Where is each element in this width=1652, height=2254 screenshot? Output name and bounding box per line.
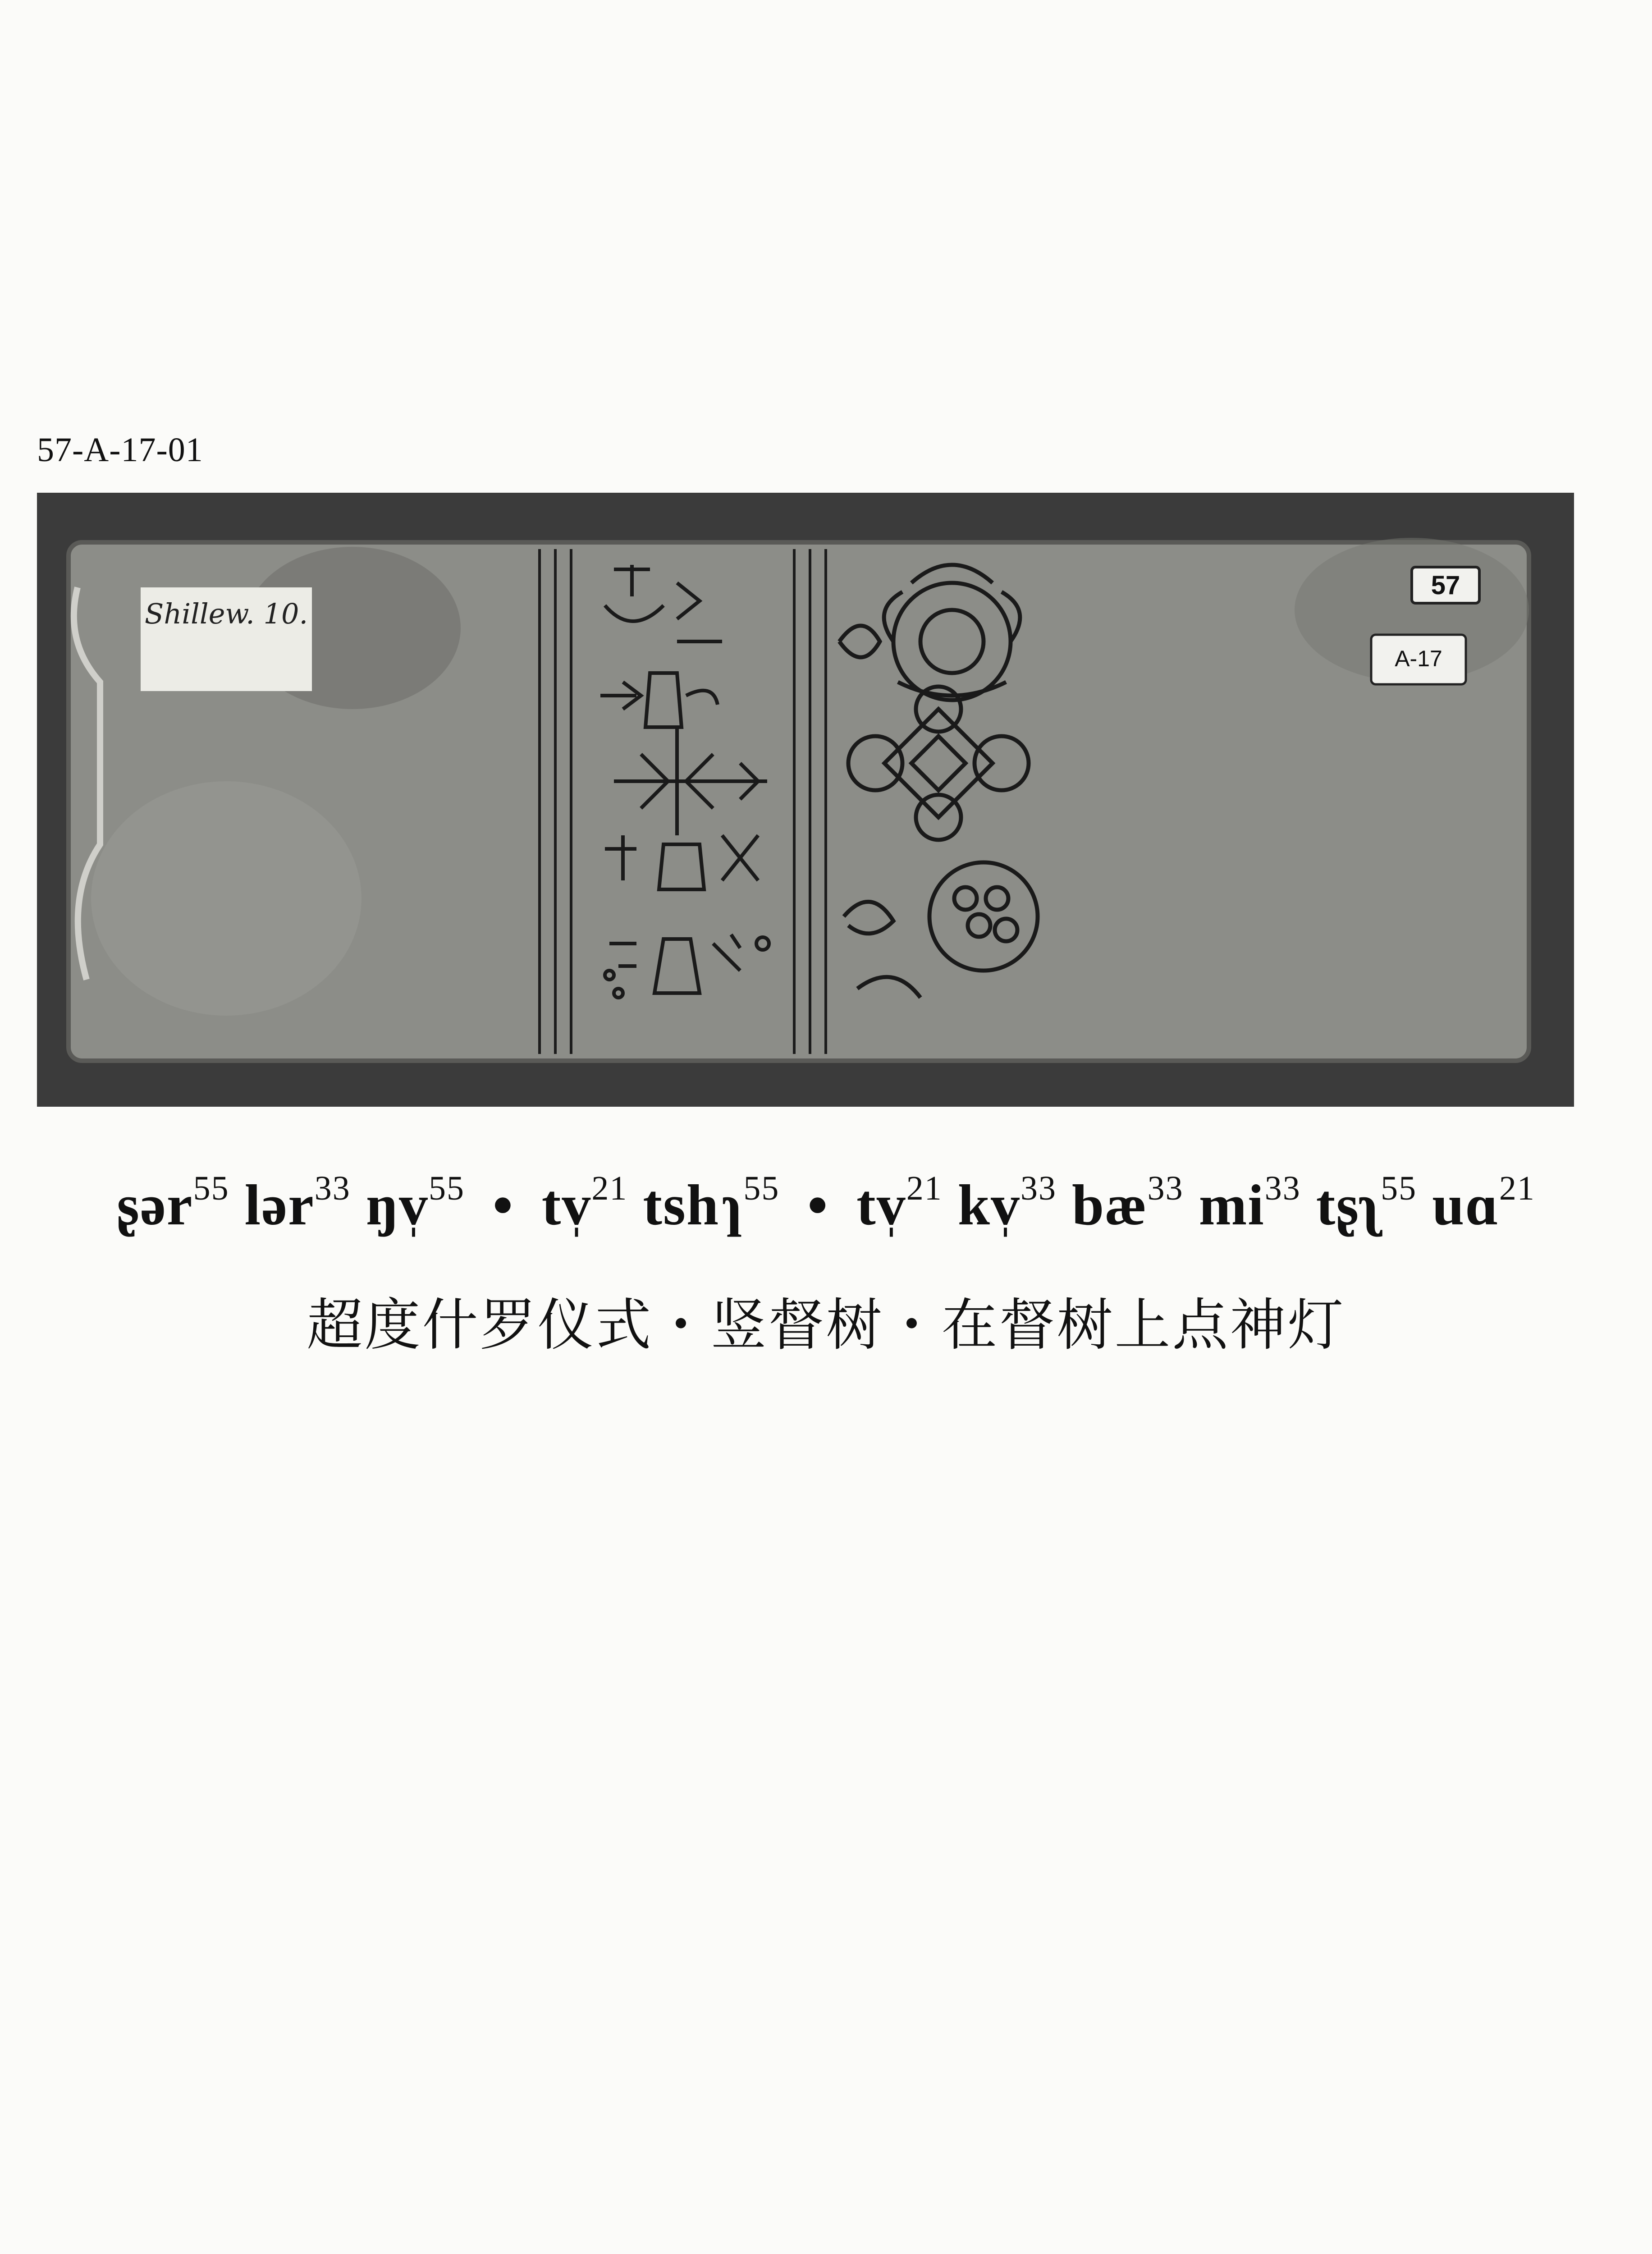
syllable: $mi^{33}$ <box>1199 1169 1301 1237</box>
page-reference-id: 57-A-17-01 <box>37 431 203 469</box>
separator-dot: • <box>807 1173 829 1237</box>
separator-dot: • <box>492 1173 514 1237</box>
chinese-translation: 超度什罗仪式・竖督树・在督树上点神灯 <box>307 1293 1345 1358</box>
syllable: ŋv̩$^{55}$ <box>366 1169 465 1237</box>
handwritten-tag-text: Shillew. 10. <box>144 597 308 630</box>
syllable: lər$^{33}$ <box>244 1169 351 1237</box>
number-tag-text: 57 <box>1431 571 1460 600</box>
manuscript-photo <box>37 493 1574 1107</box>
syllable: kv̩$^{33}$ <box>957 1169 1057 1237</box>
syllable: tshɿ$^{55}$ <box>643 1169 780 1237</box>
syllable: tv̩$^{21}$ <box>856 1169 943 1237</box>
syllable: $bæ^{33}$ <box>1071 1169 1184 1237</box>
catalog-tag-text: A-17 <box>1395 646 1442 671</box>
syllable: ʂər$^{55}$ <box>117 1169 229 1237</box>
transliteration-line <box>0 1169 1652 1238</box>
syllable: tʂʅ$^{55}$ <box>1316 1169 1417 1237</box>
number-tag <box>1412 567 1479 603</box>
syllable: uɑ$^{21}$ <box>1432 1169 1535 1237</box>
handwritten-tag <box>141 587 312 691</box>
syllable: tv̩$^{21}$ <box>541 1169 628 1237</box>
catalog-tag <box>1371 635 1466 684</box>
